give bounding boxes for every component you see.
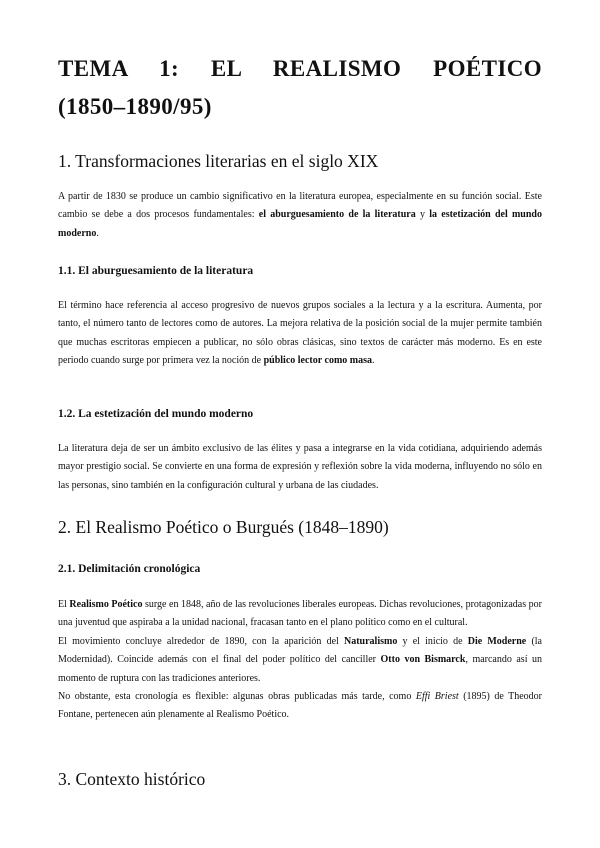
subsection-2-1-paragraph-2 <box>58 633 542 688</box>
paragraph-text: El <box>58 599 70 610</box>
paragraph-text: , marcando así un momento de ruptura con las tradiciones anteriores. <box>58 654 542 684</box>
section-1-intro-paragraph <box>58 188 542 243</box>
paragraph-emphasis: Die Moderne <box>467 635 527 647</box>
paragraph-text: surge en 1848, año de las revoluciones liberales europeas. Dichas revoluciones, protagonizadas por una juventud que aspiraba a la unidad nacional, fracasan tanto en el plano político como en el cultural. <box>58 599 542 629</box>
subsection-2-1-paragraph-3 <box>58 688 542 725</box>
subsection-2-1-body <box>58 596 542 725</box>
title-line-1: TEMA 1: EL REALISMO POÉTICO <box>58 56 542 81</box>
paragraph-text: (la Modernidad). Coincide además con el final del poder político del canciller <box>58 635 542 666</box>
paragraph-emphasis: público lector como masa <box>263 355 372 367</box>
paragraph-emphasis: Realismo Poético <box>69 599 143 610</box>
paragraph-text: . <box>372 355 375 367</box>
book-title: Effi Briest <box>415 691 459 703</box>
subsection-1-1-heading: 1.1. El aburguesamiento de la literatura <box>58 265 254 277</box>
subsection-1-1-paragraph <box>58 297 542 371</box>
paragraph-emphasis: Naturalismo <box>344 635 398 647</box>
document-title <box>58 0 542 126</box>
section-1-heading: 1. Transformaciones literarias en el siglo XIX <box>58 151 379 171</box>
paragraph-text: No obstante, esta cronología es flexible: algunas obras publicadas más tarde, como <box>58 691 416 703</box>
intro-text: A partir de 1830 se produce un cambio significativo en la literatura europea, especialmente en su función social. Este cambio se debe a dos procesos fundamentales: <box>58 191 542 221</box>
intro-emphasis-1: el aburguesamiento de la literatura <box>258 209 416 221</box>
section-2-heading: 2. El Realismo Poético o Burgués (1848–1890) <box>58 517 389 537</box>
intro-text: y <box>415 209 430 221</box>
section-3-heading: 3. Contexto histórico <box>58 769 206 789</box>
paragraph-text: El término hace referencia al acceso progresivo de nuevos grupos sociales a la lectura y a la escritura. Aumenta, por tanto, el número tanto de lectores como de autores. La mejora relativa de la posición social de la mujer permite también que muchas escritoras empiecen a publicar, no sólo obras clásicas, sino textos de carácter más moderno. Es en este periodo cuando surge por primera vez la noción de <box>58 300 542 367</box>
subsection-1-2-paragraph: La literatura deja de ser un ámbito exclusivo de las élites y pasa a integrarse en la vida cotidiana, adquiriendo además mayor prestigio social. Se convierte en una forma de expresión y reflexión sobre la vida moderna, influyendo no sólo en las personas, sino también en la configuración cultural y urbana de las ciudades. <box>58 443 542 491</box>
subsection-1-2-heading: 1.2. La estetización del mundo moderno <box>58 408 254 420</box>
paragraph-text: y el inicio de <box>397 635 468 647</box>
subsection-2-1-paragraph-1 <box>58 596 542 633</box>
intro-text: . <box>96 227 99 239</box>
paragraph-text: El movimiento concluye alrededor de 1890, con la aparición del <box>58 635 344 647</box>
paragraph-text: (1895) de Theodor Fontane, pertenecen aún plenamente al Realismo Poético. <box>58 691 542 721</box>
title-line-2: (1850–1890/95) <box>58 94 212 119</box>
subsection-2-1-heading: 2.1. Delimitación cronológica <box>58 563 201 575</box>
intro-emphasis-2: la estetización del mundo moderno <box>58 209 542 239</box>
paragraph-emphasis: Otto von Bismarck <box>380 654 466 666</box>
